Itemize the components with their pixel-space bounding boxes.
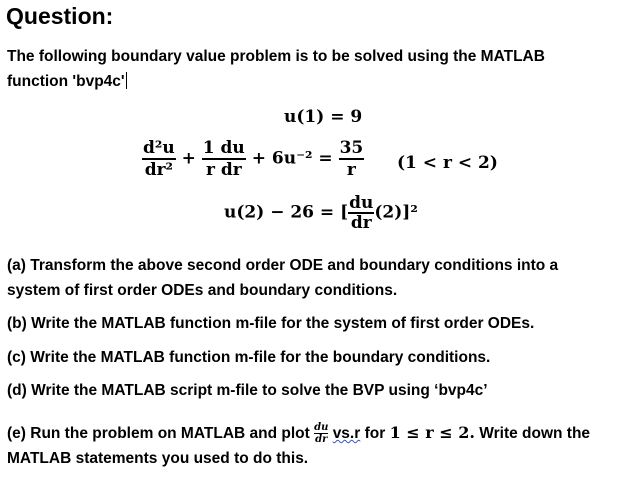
text-cursor xyxy=(126,72,127,89)
part-e-range: 1 ≤ r ≤ 2. xyxy=(389,423,475,442)
part-e-vs-r: vs.r xyxy=(332,425,361,442)
first-derivative-fraction xyxy=(202,138,246,180)
rhs-fraction xyxy=(339,138,365,180)
part-a xyxy=(7,253,627,303)
boundary-condition-2 xyxy=(224,194,418,232)
frac-denominator: r xyxy=(346,160,356,180)
frac-denominator: dr xyxy=(315,434,328,446)
bc2-lhs: u(2) − 26 = [ xyxy=(224,202,349,223)
intro-line-2 xyxy=(7,69,607,94)
domain-range: (1 < r < 2) xyxy=(397,153,498,173)
bc2-rhs: (2)]² xyxy=(374,202,418,223)
part-e-suffix: Write down the xyxy=(479,425,591,442)
part-e-prefix: (e) Run the problem on MATLAB and plot xyxy=(7,425,310,442)
frac-denominator: dr xyxy=(350,213,372,233)
frac-denominator: dr² xyxy=(144,160,173,180)
frac-numerator: du xyxy=(314,422,329,434)
plus-sign: + xyxy=(181,148,196,169)
part-a-line-1: (a) Transform the above second order ODE and boundary conditions into a xyxy=(7,257,559,274)
intro-line-2-text: function 'bvp4c' xyxy=(7,73,125,90)
frac-numerator: 1 du xyxy=(202,138,245,158)
part-e xyxy=(7,420,627,471)
question-heading: Question: xyxy=(6,3,114,29)
part-e-derivative-fraction xyxy=(314,422,328,445)
second-derivative-fraction xyxy=(142,138,176,180)
part-a-line-2: system of first order ODEs and boundary conditions. xyxy=(7,282,398,299)
part-d: (d) Write the MATLAB script m-file to solve the BVP using ‘bvp4c’ xyxy=(7,382,488,399)
ode-middle-terms: + 6u⁻² = xyxy=(251,148,333,169)
frac-numerator: du xyxy=(349,193,374,213)
frac-denominator: r dr xyxy=(205,160,242,180)
part-b: (b) Write the MATLAB function m-file for the system of first order ODEs. xyxy=(7,315,535,332)
bc2-derivative-fraction xyxy=(348,194,374,232)
boundary-condition-1: u(1) = 9 xyxy=(284,107,363,127)
part-c: (c) Write the MATLAB function m-file for the boundary conditions. xyxy=(7,349,491,366)
part-e-line-2: MATLAB statements you used to do this. xyxy=(7,450,309,467)
frac-numerator: 35 xyxy=(339,138,364,158)
part-e-for: for xyxy=(364,425,386,442)
intro-line-1: The following boundary value problem is to be solved using the MATLAB xyxy=(7,48,545,65)
part-e-line-1 xyxy=(7,420,627,446)
frac-numerator: d²u xyxy=(143,138,175,158)
ode-equation xyxy=(142,138,364,180)
problem-intro xyxy=(7,44,607,94)
